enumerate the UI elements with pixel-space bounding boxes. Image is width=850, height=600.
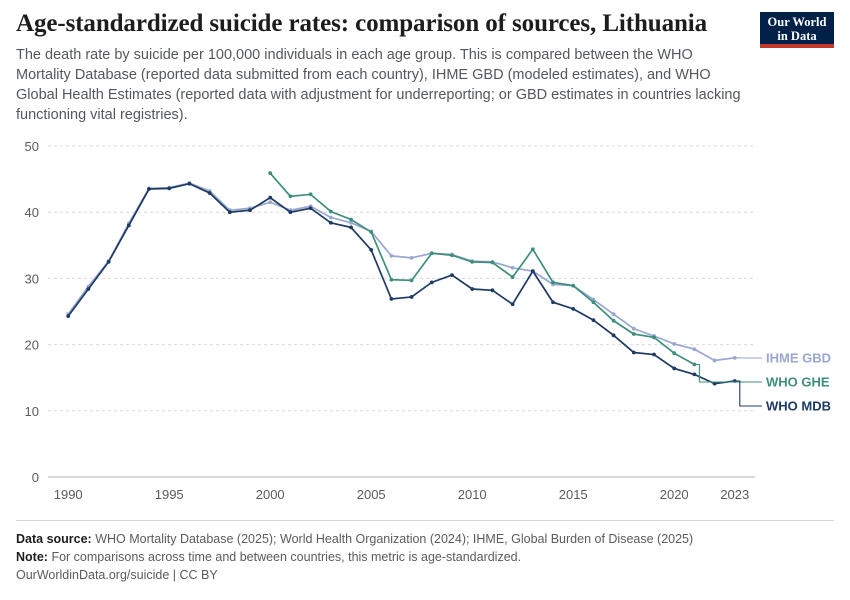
data-point — [551, 280, 555, 284]
data-point — [228, 210, 232, 214]
data-point — [470, 287, 474, 291]
data-point — [87, 287, 91, 291]
data-point — [309, 206, 313, 210]
legend-label-ihme-gbd[interactable]: IHME GBD — [766, 350, 831, 366]
data-point — [430, 280, 434, 284]
chart-subtitle: The death rate by suicide per 100,000 individuals in each age group. This is compared between the WHO Mortality Database (reported data submitted from each country), IHME GBD (modeled estimates), and WHO Global Health Estimates (reported data with adjustment for underreporting; or GBD estimates in countries lacking functioning vital registries). — [16, 47, 741, 123]
data-point — [693, 372, 697, 376]
data-point — [268, 196, 272, 200]
legend-label-who-ghe[interactable]: WHO GHE — [766, 374, 830, 390]
data-point — [329, 216, 333, 220]
note-text: For comparisons across time and between countries, this metric is age-standardized. — [51, 550, 522, 564]
note-line — [16, 548, 834, 566]
data-point — [369, 248, 373, 252]
data-point — [349, 226, 353, 230]
data-point — [632, 327, 636, 331]
x-tick-label: 2005 — [356, 487, 386, 502]
x-tick-label: 2023 — [720, 487, 750, 502]
logo-line-2: in Data — [777, 28, 817, 43]
data-point — [632, 332, 636, 336]
data-point — [127, 224, 131, 228]
data-point — [329, 210, 333, 214]
legend-connector — [735, 381, 762, 406]
data-point — [450, 253, 454, 257]
data-point — [652, 353, 656, 357]
data-point — [107, 260, 111, 264]
chart-header — [16, 10, 756, 125]
x-tick-label: 2015 — [558, 487, 588, 502]
data-point — [410, 278, 414, 282]
y-tick-label: 20 — [24, 337, 39, 353]
x-tick-label: 1990 — [53, 487, 83, 502]
data-point — [390, 297, 394, 301]
data-point — [491, 261, 495, 265]
data-point — [592, 318, 596, 322]
data-point — [672, 367, 676, 371]
data-point — [268, 171, 272, 175]
data-point — [390, 278, 394, 282]
data-point — [390, 254, 394, 258]
chart-footer — [16, 520, 834, 584]
line-chart — [0, 132, 850, 512]
data-point — [289, 194, 293, 198]
legend-label-who-mdb[interactable]: WHO MDB — [766, 398, 831, 414]
data-point — [369, 230, 373, 234]
data-point — [349, 221, 353, 225]
data-point — [491, 288, 495, 292]
data-point — [612, 333, 616, 337]
data-point — [188, 182, 192, 186]
data-point — [208, 191, 212, 195]
x-tick-label: 2000 — [255, 487, 285, 502]
data-point — [147, 187, 151, 191]
data-point — [430, 251, 434, 255]
data-source-text: WHO Mortality Database (2025); World Health Organization (2024); IHME, Global Burden of Disease (2025) — [95, 532, 694, 546]
logo-line-1: Our World — [767, 15, 827, 29]
data-point — [470, 260, 474, 264]
credit-line[interactable]: OurWorldinData.org/suicide | CC BY — [16, 568, 218, 582]
data-source-label: Data source: — [16, 532, 92, 546]
data-point — [571, 284, 575, 288]
data-point — [511, 266, 515, 270]
data-point — [410, 256, 414, 260]
x-tick-label: 2010 — [457, 487, 487, 502]
data-source-line — [16, 530, 834, 548]
owid-logo[interactable] — [760, 12, 834, 48]
y-tick-label: 30 — [24, 271, 39, 287]
data-point — [248, 208, 252, 212]
data-point — [531, 247, 535, 251]
y-tick-label: 0 — [31, 470, 39, 485]
data-point — [349, 218, 353, 222]
x-tick-label: 2020 — [659, 487, 689, 502]
y-tick-label: 40 — [24, 205, 39, 221]
note-label: Note: — [16, 550, 48, 564]
y-tick-label: 50 — [24, 139, 39, 154]
data-point — [450, 273, 454, 277]
data-point — [410, 295, 414, 299]
data-point — [66, 314, 70, 318]
data-point — [531, 269, 535, 273]
data-point — [571, 307, 575, 311]
data-point — [167, 186, 171, 190]
data-point — [511, 275, 515, 279]
data-point — [289, 210, 293, 214]
data-point — [511, 302, 515, 306]
series-line-who-ghe — [270, 173, 694, 364]
data-point — [672, 351, 676, 355]
data-point — [268, 200, 272, 204]
data-point — [551, 300, 555, 304]
y-tick-label: 10 — [24, 403, 39, 419]
data-point — [713, 359, 717, 363]
data-point — [309, 192, 313, 196]
page-title: Age-standardized suicide rates: comparison of sources, Lithuania — [16, 10, 708, 37]
data-point — [592, 300, 596, 304]
data-point — [632, 351, 636, 355]
data-point — [612, 319, 616, 323]
data-point — [693, 347, 697, 351]
data-point — [672, 342, 676, 346]
data-point — [652, 335, 656, 339]
data-point — [329, 221, 333, 225]
data-point — [612, 312, 616, 316]
chart-plot-area[interactable] — [0, 132, 850, 512]
x-tick-label: 1995 — [154, 487, 184, 502]
